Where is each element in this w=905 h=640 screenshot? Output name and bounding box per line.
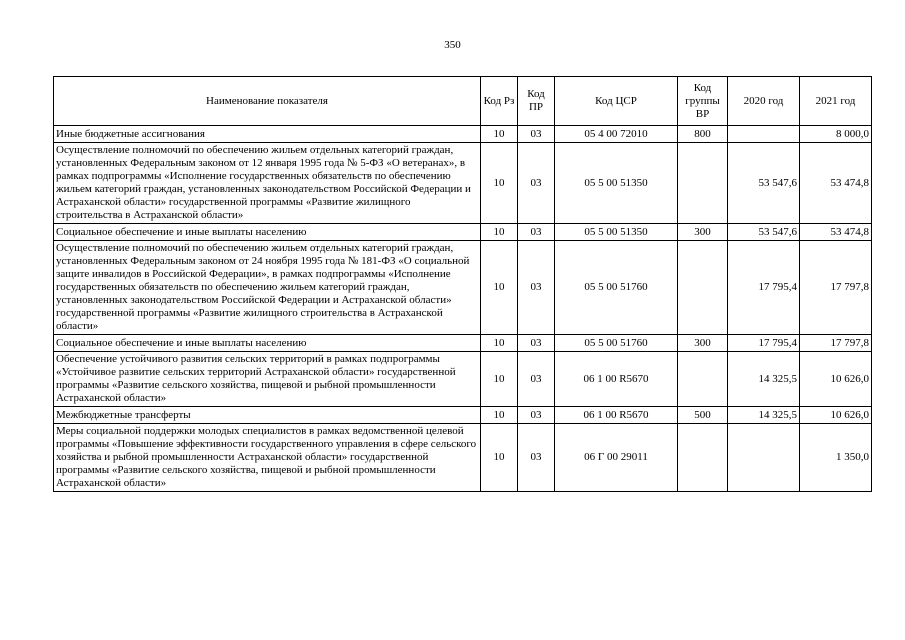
row-pr: 03 <box>518 407 555 424</box>
row-pr: 03 <box>518 143 555 224</box>
row-vr <box>678 352 728 407</box>
page-number: 350 <box>444 39 461 51</box>
row-pr: 03 <box>518 352 555 407</box>
row-2021: 53 474,8 <box>800 143 872 224</box>
row-2021: 17 797,8 <box>800 335 872 352</box>
row-rz: 10 <box>481 126 518 143</box>
row-rz: 10 <box>481 407 518 424</box>
row-pr: 03 <box>518 241 555 335</box>
row-2021: 1 350,0 <box>800 424 872 492</box>
row-2021: 10 626,0 <box>800 407 872 424</box>
row-csr: 05 4 00 72010 <box>555 126 678 143</box>
row-2021: 53 474,8 <box>800 224 872 241</box>
row-2020 <box>728 424 800 492</box>
header-rz: Код Рз <box>481 77 518 126</box>
row-2021: 17 797,8 <box>800 241 872 335</box>
row-csr: 05 5 00 51760 <box>555 335 678 352</box>
row-2021: 8 000,0 <box>800 126 872 143</box>
table-row <box>54 424 872 492</box>
row-name: Социальное обеспечение и иные выплаты населению <box>54 224 481 241</box>
row-csr: 06 Г 00 29011 <box>555 424 678 492</box>
row-csr: 05 5 00 51350 <box>555 143 678 224</box>
row-2021: 10 626,0 <box>800 352 872 407</box>
row-rz: 10 <box>481 352 518 407</box>
row-2020: 53 547,6 <box>728 143 800 224</box>
row-name: Социальное обеспечение и иные выплаты населению <box>54 335 481 352</box>
row-2020 <box>728 126 800 143</box>
header-2021: 2021 год <box>800 77 872 126</box>
row-2020: 14 325,5 <box>728 407 800 424</box>
row-name: Осуществление полномочий по обеспечению жильем отдельных категорий граждан, установленных Федеральным законом от 24 ноября 1995 года № 181-ФЗ «О социальной защите инвалидов в Российской Федерации», в рамках подпрограммы «Исполнение государственных обязательств по обеспечению жильем категорий граждан, установленных законодательством Российской Федерации и Астраханской области» государственной программы «Развитие жилищного строительства в Астраханской области» <box>54 241 481 335</box>
header-csr: Код ЦСР <box>555 77 678 126</box>
row-name: Обеспечение устойчивого развития сельских территорий в рамках подпрограммы «Устойчивое развитие сельских территорий Астраханской области» государственной программы «Развитие сельского хозяйства, пищевой и рыбной промышленности Астраханской области» <box>54 352 481 407</box>
header-name: Наименование показателя <box>54 77 481 126</box>
header-2020: 2020 год <box>728 77 800 126</box>
row-name: Меры социальной поддержки молодых специалистов в рамках ведомственной целевой программы «Повышение эффективности государственного управления в сфере сельского хозяйства и рыбной промышленности Астраханской области» государственной программы «Развитие сельского хозяйства, пищевой и рыбной промышленности Астраханской области» <box>54 424 481 492</box>
row-2020: 53 547,6 <box>728 224 800 241</box>
row-2020: 17 795,4 <box>728 241 800 335</box>
row-vr: 300 <box>678 224 728 241</box>
row-vr: 800 <box>678 126 728 143</box>
row-name: Осуществление полномочий по обеспечению жильем отдельных категорий граждан, установленных Федеральным законом от 12 января 1995 года № 5-ФЗ «О ветеранах», в рамках подпрограммы «Исполнение государственных обязательств по обеспечению жильем категорий граждан, установленных законодательством Российской Федерации и Астраханской области» государственной программы «Развитие жилищного строительства в Астраханской области» <box>54 143 481 224</box>
row-pr: 03 <box>518 126 555 143</box>
table-header-row <box>54 77 872 126</box>
table-row <box>54 224 872 241</box>
row-csr: 05 5 00 51350 <box>555 224 678 241</box>
row-rz: 10 <box>481 335 518 352</box>
row-vr <box>678 143 728 224</box>
row-vr <box>678 241 728 335</box>
row-pr: 03 <box>518 335 555 352</box>
row-pr: 03 <box>518 224 555 241</box>
header-pr: Код ПР <box>518 77 555 126</box>
table-row <box>54 241 872 335</box>
row-rz: 10 <box>481 241 518 335</box>
row-csr: 06 1 00 R5670 <box>555 407 678 424</box>
table-row <box>54 143 872 224</box>
row-vr: 500 <box>678 407 728 424</box>
budget-table <box>53 76 872 492</box>
table-row <box>54 126 872 143</box>
row-vr: 300 <box>678 335 728 352</box>
row-vr <box>678 424 728 492</box>
row-2020: 14 325,5 <box>728 352 800 407</box>
row-2020: 17 795,4 <box>728 335 800 352</box>
row-csr: 06 1 00 R5670 <box>555 352 678 407</box>
table-row <box>54 335 872 352</box>
header-vr: Код группы ВР <box>678 77 728 126</box>
row-pr: 03 <box>518 424 555 492</box>
row-rz: 10 <box>481 143 518 224</box>
table-row <box>54 352 872 407</box>
table-row <box>54 407 872 424</box>
row-name: Межбюджетные трансферты <box>54 407 481 424</box>
row-name: Иные бюджетные ассигнования <box>54 126 481 143</box>
row-rz: 10 <box>481 224 518 241</box>
row-rz: 10 <box>481 424 518 492</box>
row-csr: 05 5 00 51760 <box>555 241 678 335</box>
